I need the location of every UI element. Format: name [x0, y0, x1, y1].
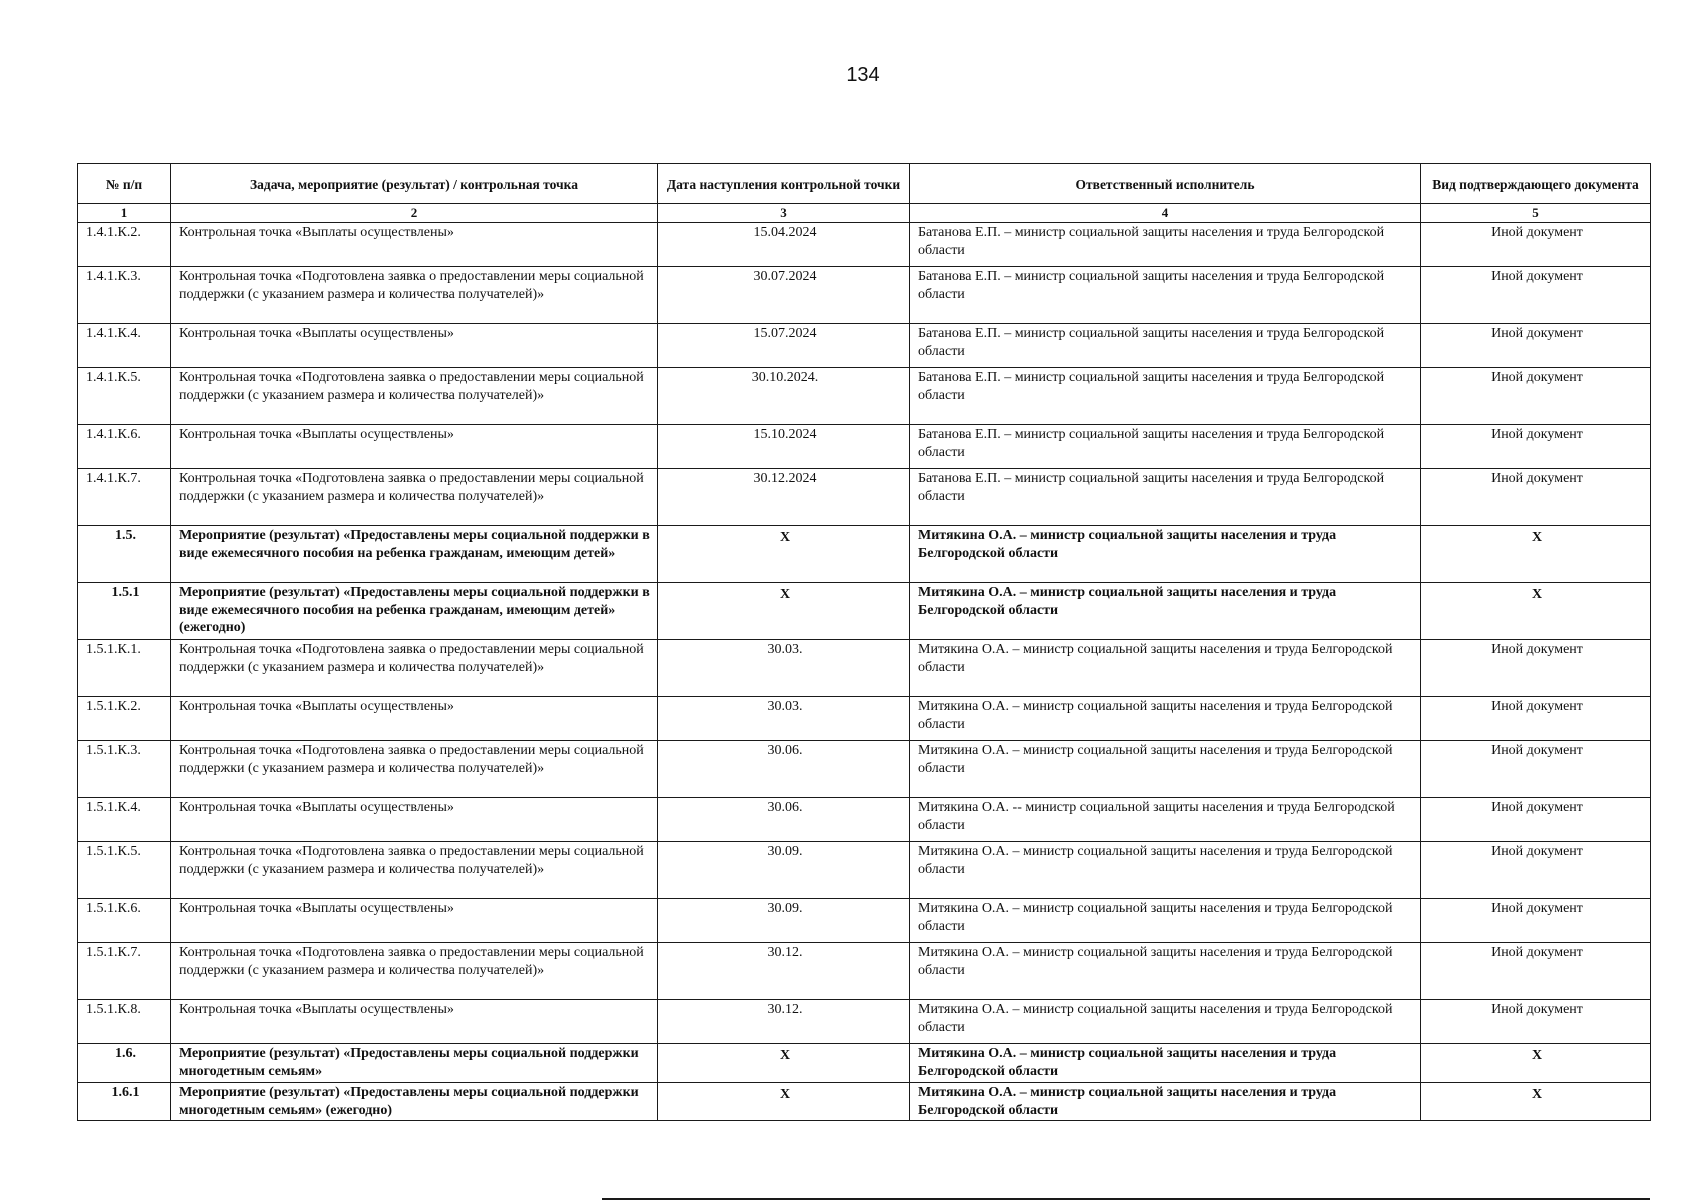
row-date: Х: [658, 1044, 910, 1083]
row-task: Контрольная точка «Выплаты осуществлены»: [171, 899, 658, 943]
row-date: 30.03.: [658, 697, 910, 741]
row-date: 30.10.2024.: [658, 368, 910, 425]
row-document-type: Х: [1421, 526, 1651, 583]
row-task: Контрольная точка «Выплаты осуществлены»: [171, 223, 658, 267]
row-document-type: Иной документ: [1421, 842, 1651, 899]
row-document-type: Иной документ: [1421, 697, 1651, 741]
row-task: Контрольная точка «Подготовлена заявка о предоставлении меры социальной поддержки (с указанием размера и количества получателей)»: [171, 741, 658, 798]
row-task: Контрольная точка «Выплаты осуществлены»: [171, 697, 658, 741]
row-responsible: Митякина О.А. – министр социальной защиты населения и труда Белгородской области: [910, 640, 1421, 697]
row-document-type: Иной документ: [1421, 798, 1651, 842]
row-responsible: Батанова Е.П. – министр социальной защиты населения и труда Белгородской области: [910, 267, 1421, 324]
column-number: 2: [171, 204, 658, 223]
row-document-type: Х: [1421, 1044, 1651, 1083]
row-document-type: Иной документ: [1421, 943, 1651, 1000]
row-date: 30.12.: [658, 1000, 910, 1044]
table-row: [78, 223, 1651, 267]
row-responsible: Митякина О.А. – министр социальной защиты населения и труда Белгородской области: [910, 842, 1421, 899]
row-document-type: Иной документ: [1421, 223, 1651, 267]
header-row: [78, 164, 1651, 204]
table-body: [78, 223, 1651, 1121]
row-responsible: Митякина О.А. – министр социальной защиты населения и труда Белгородской области: [910, 1083, 1421, 1121]
table-row: [78, 583, 1651, 640]
row-number: 1.5.: [78, 526, 171, 583]
table-row: [78, 368, 1651, 425]
control-points-table: [77, 163, 1651, 1121]
row-date: Х: [658, 583, 910, 640]
table-row: [78, 324, 1651, 368]
row-responsible: Митякина О.А. – министр социальной защиты населения и труда Белгородской области: [910, 526, 1421, 583]
row-responsible: Митякина О.А. – министр социальной защиты населения и труда Белгородской области: [910, 899, 1421, 943]
row-number: 1.6.1: [78, 1083, 171, 1121]
table-row: [78, 798, 1651, 842]
table-row: [78, 640, 1651, 697]
header-responsible: Ответственный исполнитель: [910, 164, 1421, 204]
row-document-type: Иной документ: [1421, 425, 1651, 469]
table-row: [78, 526, 1651, 583]
row-number: 1.6.: [78, 1044, 171, 1083]
row-responsible: Митякина О.А. – министр социальной защиты населения и труда Белгородской области: [910, 1044, 1421, 1083]
row-date: 15.04.2024: [658, 223, 910, 267]
row-task: Контрольная точка «Подготовлена заявка о предоставлении меры социальной поддержки (с указанием размера и количества получателей)»: [171, 943, 658, 1000]
row-number: 1.5.1.К.6.: [78, 899, 171, 943]
row-document-type: Иной документ: [1421, 1000, 1651, 1044]
row-number: 1.4.1.К.3.: [78, 267, 171, 324]
row-number: 1.5.1.К.4.: [78, 798, 171, 842]
row-document-type: Иной документ: [1421, 741, 1651, 798]
row-number: 1.5.1.К.8.: [78, 1000, 171, 1044]
row-task: Контрольная точка «Выплаты осуществлены»: [171, 1000, 658, 1044]
row-document-type: Иной документ: [1421, 368, 1651, 425]
row-date: 30.09.: [658, 842, 910, 899]
row-task: Мероприятие (результат) «Предоставлены меры социальной поддержки многодетным семьям» (ежегодно): [171, 1083, 658, 1121]
row-number: 1.5.1.К.5.: [78, 842, 171, 899]
row-task: Контрольная точка «Выплаты осуществлены»: [171, 425, 658, 469]
row-responsible: Митякина О.А. – министр социальной защиты населения и труда Белгородской области: [910, 943, 1421, 1000]
row-task: Контрольная точка «Подготовлена заявка о предоставлении меры социальной поддержки (с указанием размера и количества получателей)»: [171, 842, 658, 899]
table-row: [78, 943, 1651, 1000]
table-row: [78, 1044, 1651, 1083]
row-number: 1.5.1.К.3.: [78, 741, 171, 798]
row-date: 30.09.: [658, 899, 910, 943]
row-task: Контрольная точка «Подготовлена заявка о предоставлении меры социальной поддержки (с указанием размера и количества получателей)»: [171, 469, 658, 526]
table-row: [78, 1083, 1651, 1121]
header-date: Дата наступления контрольной точки: [658, 164, 910, 204]
row-number: 1.5.1.К.1.: [78, 640, 171, 697]
table-row: [78, 425, 1651, 469]
row-responsible: Батанова Е.П. – министр социальной защиты населения и труда Белгородской области: [910, 324, 1421, 368]
row-document-type: Х: [1421, 1083, 1651, 1121]
row-responsible: Батанова Е.П. – министр социальной защиты населения и труда Белгородской области: [910, 425, 1421, 469]
row-date: 30.12.: [658, 943, 910, 1000]
column-number: 1: [78, 204, 171, 223]
row-number: 1.4.1.К.5.: [78, 368, 171, 425]
column-number: 5: [1421, 204, 1651, 223]
row-task: Контрольная точка «Подготовлена заявка о предоставлении меры социальной поддержки (с указанием размера и количества получателей)»: [171, 267, 658, 324]
row-date: 30.07.2024: [658, 267, 910, 324]
row-number: 1.4.1.К.7.: [78, 469, 171, 526]
table-row: [78, 267, 1651, 324]
row-document-type: Иной документ: [1421, 469, 1651, 526]
row-task: Контрольная точка «Подготовлена заявка о предоставлении меры социальной поддержки (с указанием размера и количества получателей)»: [171, 640, 658, 697]
column-number: 3: [658, 204, 910, 223]
row-task: Контрольная точка «Подготовлена заявка о предоставлении меры социальной поддержки (с указанием размера и количества получателей)»: [171, 368, 658, 425]
row-responsible: Батанова Е.П. – министр социальной защиты населения и труда Белгородской области: [910, 223, 1421, 267]
row-document-type: Иной документ: [1421, 324, 1651, 368]
page-number: 134: [846, 64, 880, 86]
row-number: 1.4.1.К.6.: [78, 425, 171, 469]
row-date: 30.06.: [658, 798, 910, 842]
row-task: Мероприятие (результат) «Предоставлены меры социальной поддержки в виде ежемесячного пособия на ребенка гражданам, имеющим детей»: [171, 526, 658, 583]
row-date: 30.03.: [658, 640, 910, 697]
row-date: 15.07.2024: [658, 324, 910, 368]
row-task: Мероприятие (результат) «Предоставлены меры социальной поддержки в виде ежемесячного пособия на ребенка гражданам, имеющим детей» (ежегодно): [171, 583, 658, 640]
row-number: 1.5.1.К.2.: [78, 697, 171, 741]
row-responsible: Батанова Е.П. – министр социальной защиты населения и труда Белгородской области: [910, 368, 1421, 425]
row-responsible: Батанова Е.П. – министр социальной защиты населения и труда Белгородской области: [910, 469, 1421, 526]
row-responsible: Митякина О.А. – министр социальной защиты населения и труда Белгородской области: [910, 697, 1421, 741]
row-date: 30.06.: [658, 741, 910, 798]
header-doc: Вид подтверждающего документа: [1421, 164, 1651, 204]
table-row: [78, 697, 1651, 741]
row-number: 1.4.1.К.2.: [78, 223, 171, 267]
row-document-type: Иной документ: [1421, 640, 1651, 697]
column-number-row: [78, 204, 1651, 223]
row-responsible: Митякина О.А. – министр социальной защиты населения и труда Белгородской области: [910, 1000, 1421, 1044]
table-row: [78, 1000, 1651, 1044]
row-document-type: Иной документ: [1421, 899, 1651, 943]
row-date: Х: [658, 526, 910, 583]
row-number: 1.4.1.К.4.: [78, 324, 171, 368]
table-row: [78, 741, 1651, 798]
header-num: № п/п: [78, 164, 171, 204]
table-row: [78, 842, 1651, 899]
row-date: 30.12.2024: [658, 469, 910, 526]
row-date: Х: [658, 1083, 910, 1121]
table-row: [78, 899, 1651, 943]
row-responsible: Митякина О.А. – министр социальной защиты населения и труда Белгородской области: [910, 741, 1421, 798]
row-task: Контрольная точка «Выплаты осуществлены»: [171, 798, 658, 842]
column-number: 4: [910, 204, 1421, 223]
header-task: Задача, мероприятие (результат) / контрольная точка: [171, 164, 658, 204]
row-date: 15.10.2024: [658, 425, 910, 469]
row-responsible: Митякина О.А. – министр социальной защиты населения и труда Белгородской области: [910, 583, 1421, 640]
row-document-type: Иной документ: [1421, 267, 1651, 324]
row-task: Контрольная точка «Выплаты осуществлены»: [171, 324, 658, 368]
table-row: [78, 469, 1651, 526]
row-responsible: Митякина О.А. -- министр социальной защиты населения и труда Белгородской области: [910, 798, 1421, 842]
row-document-type: Х: [1421, 583, 1651, 640]
row-number: 1.5.1.К.7.: [78, 943, 171, 1000]
row-number: 1.5.1: [78, 583, 171, 640]
row-task: Мероприятие (результат) «Предоставлены меры социальной поддержки многодетным семьям»: [171, 1044, 658, 1083]
